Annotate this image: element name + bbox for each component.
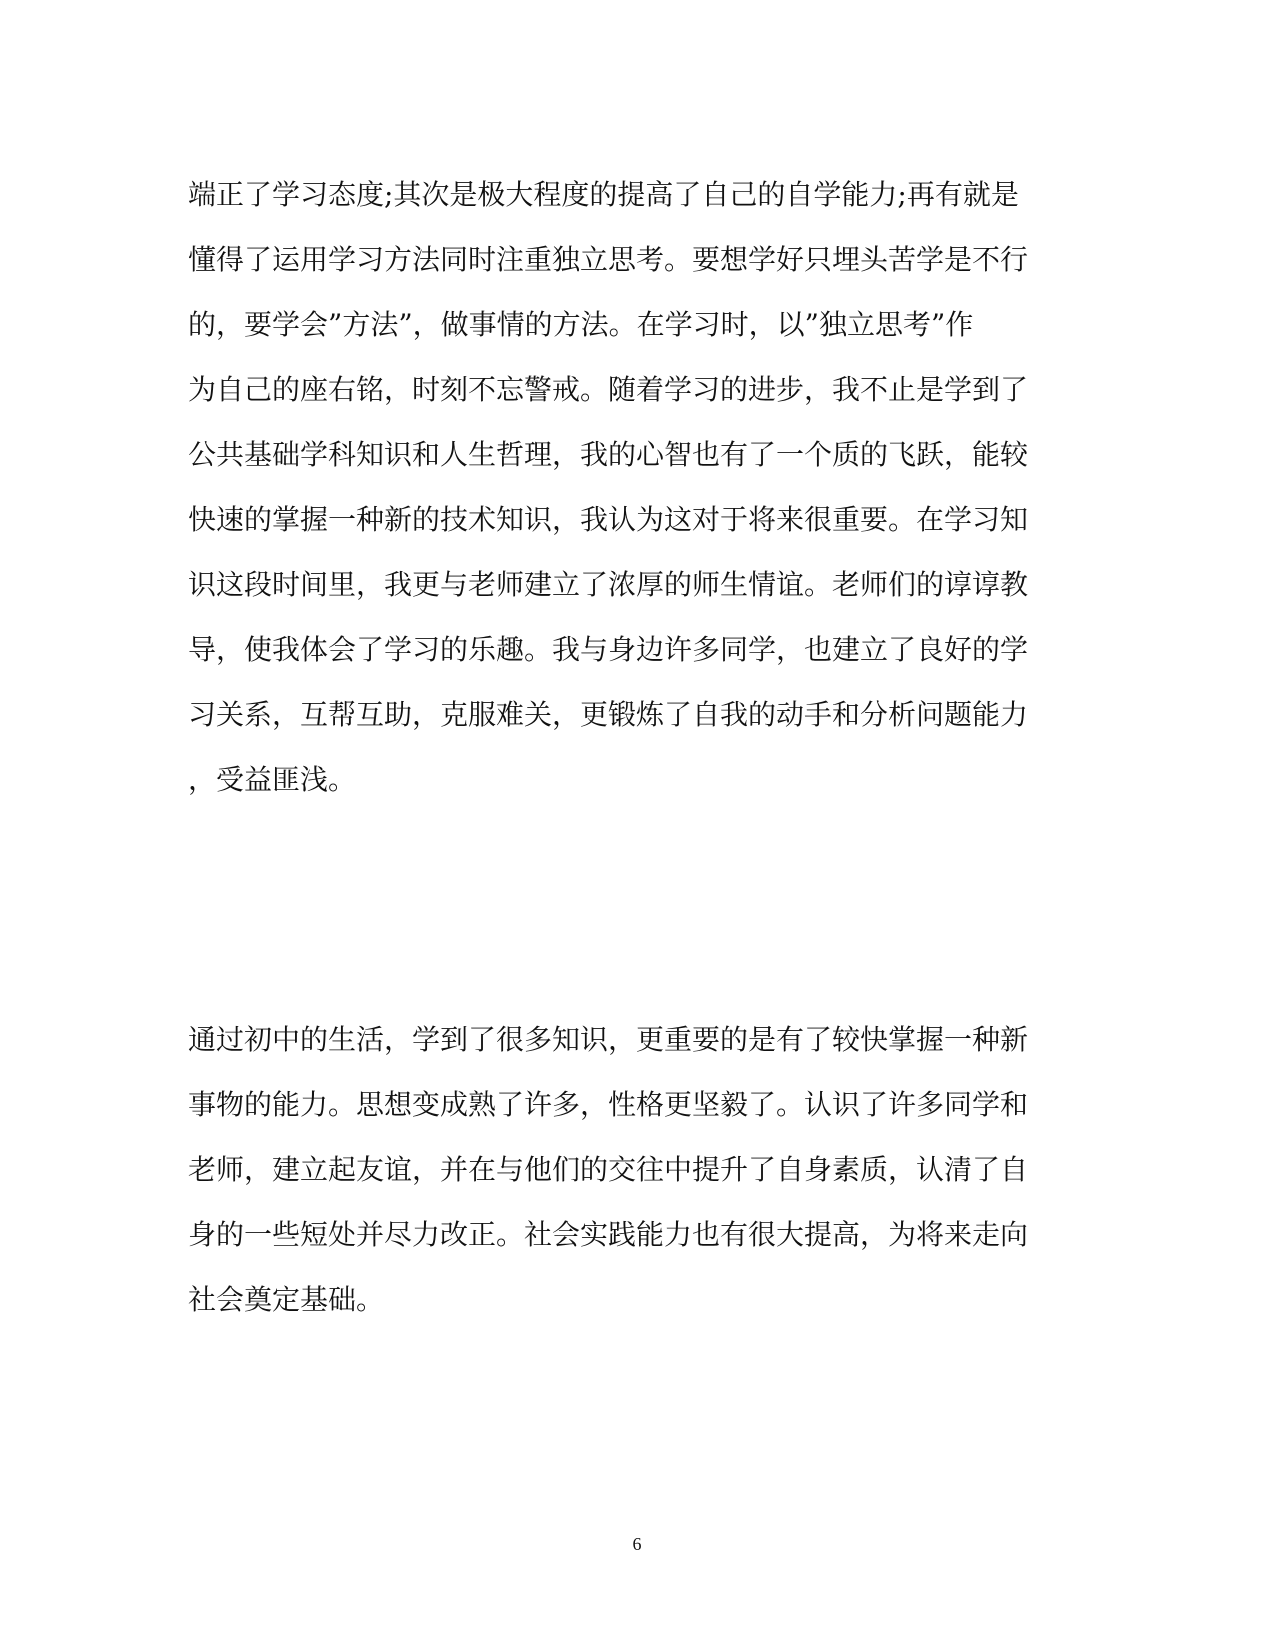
text-line: 端正了学习态度;其次是极大程度的提高了自己的自学能力;再有就是: [188, 178, 1019, 211]
text-line: 的，要学会”方法”，做事情的方法。在学习时，以”独立思考”作: [188, 308, 974, 341]
text-line: 公共基础学科知识和人生哲理，我的心智也有了一个质的飞跃，能较: [188, 438, 1029, 471]
text-line: 导，使我体会了学习的乐趣。我与身边许多同学，也建立了良好的学: [188, 633, 1029, 666]
text-line: 社会奠定基础。: [188, 1283, 385, 1316]
paragraph-1: [188, 170, 1068, 820]
text-line: 老师，建立起友谊，并在与他们的交往中提升了自身素质，认清了自: [188, 1153, 1029, 1186]
text-line: 通过初中的生活，学到了很多知识，更重要的是有了较快掌握一种新: [188, 1023, 1029, 1056]
text-line: 快速的掌握一种新的技术知识，我认为这对于将来很重要。在学习知: [188, 503, 1029, 536]
text-line: 懂得了运用学习方法同时注重独立思考。要想学好只埋头苦学是不行: [188, 243, 1029, 276]
text-line: 识这段时间里，我更与老师建立了浓厚的师生情谊。老师们的谆谆教: [188, 568, 1029, 601]
page-number: 6: [632, 1534, 642, 1554]
text-line: 身的一些短处并尽力改正。社会实践能力也有很大提高，为将来走向: [188, 1218, 1029, 1251]
text-line: 习关系，互帮互助，克服难关，更锻炼了自我的动手和分析问题能力: [188, 698, 1029, 731]
text-line: 为自己的座右铭，时刻不忘警戒。随着学习的进步，我不止是学到了: [188, 373, 1029, 406]
text-line: 事物的能力。思想变成熟了许多，性格更坚毅了。认识了许多同学和: [188, 1088, 1029, 1121]
text-line: ，受益匪浅。: [188, 763, 357, 796]
paragraph-2: [188, 1015, 1068, 1340]
